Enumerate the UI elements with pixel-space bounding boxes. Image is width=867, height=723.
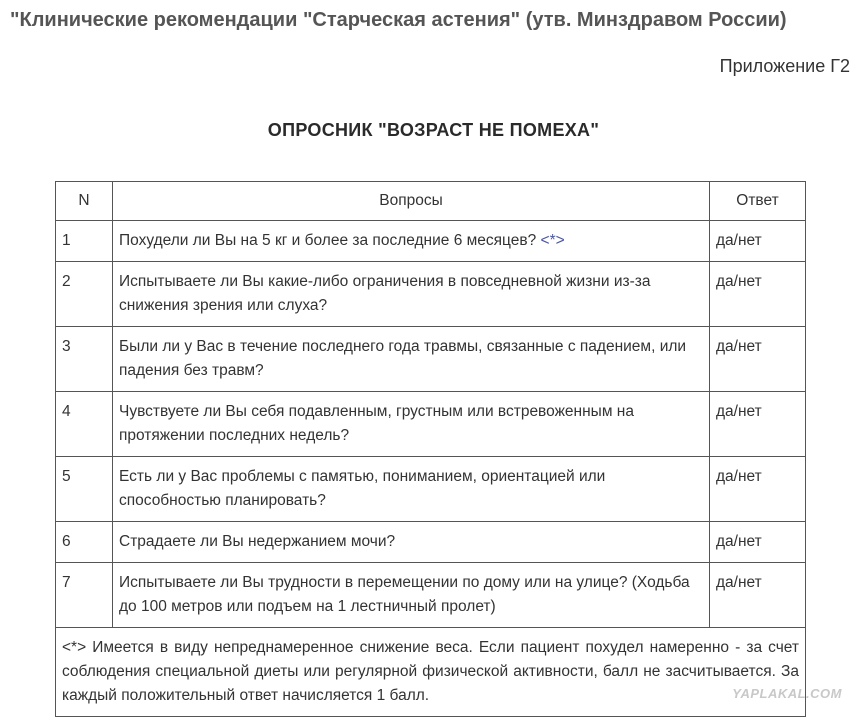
- questionnaire-title: ОПРОСНИК "ВОЗРАСТ НЕ ПОМЕХА": [267, 120, 600, 140]
- header-answer: Ответ: [710, 182, 806, 221]
- row-number: 6: [56, 522, 113, 563]
- row-number: 1: [56, 221, 113, 262]
- answer-cell: да/нет: [710, 457, 806, 522]
- row-number: 4: [56, 392, 113, 457]
- answer-cell: да/нет: [710, 221, 806, 262]
- questionnaire-table: [55, 181, 806, 717]
- appendix-label: Приложение Г2: [719, 56, 850, 76]
- question-cell: Страдаете ли Вы недержанием мочи?: [113, 522, 710, 563]
- answer-cell: да/нет: [710, 563, 806, 628]
- header-questions: Вопросы: [113, 182, 710, 221]
- question-cell: Чувствуете ли Вы себя подавленным, грустным или встревоженным на протяжении последних недель?: [113, 392, 710, 457]
- question-cell: Есть ли у Вас проблемы с памятью, пониманием, ориентацией или способностью планировать?: [113, 457, 710, 522]
- answer-cell: да/нет: [710, 262, 806, 327]
- question-cell: Испытываете ли Вы какие-либо ограничения в повседневной жизни из-за снижения зрения или слуха?: [113, 262, 710, 327]
- table-row: [56, 262, 806, 327]
- question-cell: [113, 221, 710, 262]
- row-number: 5: [56, 457, 113, 522]
- question-text: Похудели ли Вы на 5 кг и более за последние 6 месяцев?: [119, 232, 537, 249]
- table-row: [56, 327, 806, 392]
- watermark-logo: YAPLAKAL.COM: [732, 686, 842, 701]
- table-row: [56, 457, 806, 522]
- row-number: 3: [56, 327, 113, 392]
- footnote-text: <*> Имеется в виду непреднамеренное снижение веса. Если пациент похудел намеренно - за счет соблюдения специальной диеты или регулярной физической активности, балл не засчитывается. За каждый положительный ответ начисляется 1 балл.: [56, 628, 806, 717]
- document-title: "Клинические рекомендации "Старческая астения" (утв. Минздравом России): [10, 9, 787, 31]
- table-row: [56, 392, 806, 457]
- table-row: [56, 221, 806, 262]
- table-row: [56, 563, 806, 628]
- table-row: [56, 522, 806, 563]
- answer-cell: да/нет: [710, 392, 806, 457]
- row-number: 2: [56, 262, 113, 327]
- footnote-marker: <*>: [540, 232, 565, 249]
- question-cell: Были ли у Вас в течение последнего года травмы, связанные с падением, или падения без травм?: [113, 327, 710, 392]
- footnote-row: [56, 628, 806, 717]
- answer-cell: да/нет: [710, 522, 806, 563]
- question-cell: Испытываете ли Вы трудности в перемещении по дому или на улице? (Ходьба до 100 метров или подъем на 1 лестничный пролет): [113, 563, 710, 628]
- answer-cell: да/нет: [710, 327, 806, 392]
- table-header-row: [56, 182, 806, 221]
- row-number: 7: [56, 563, 113, 628]
- header-number: N: [56, 182, 113, 221]
